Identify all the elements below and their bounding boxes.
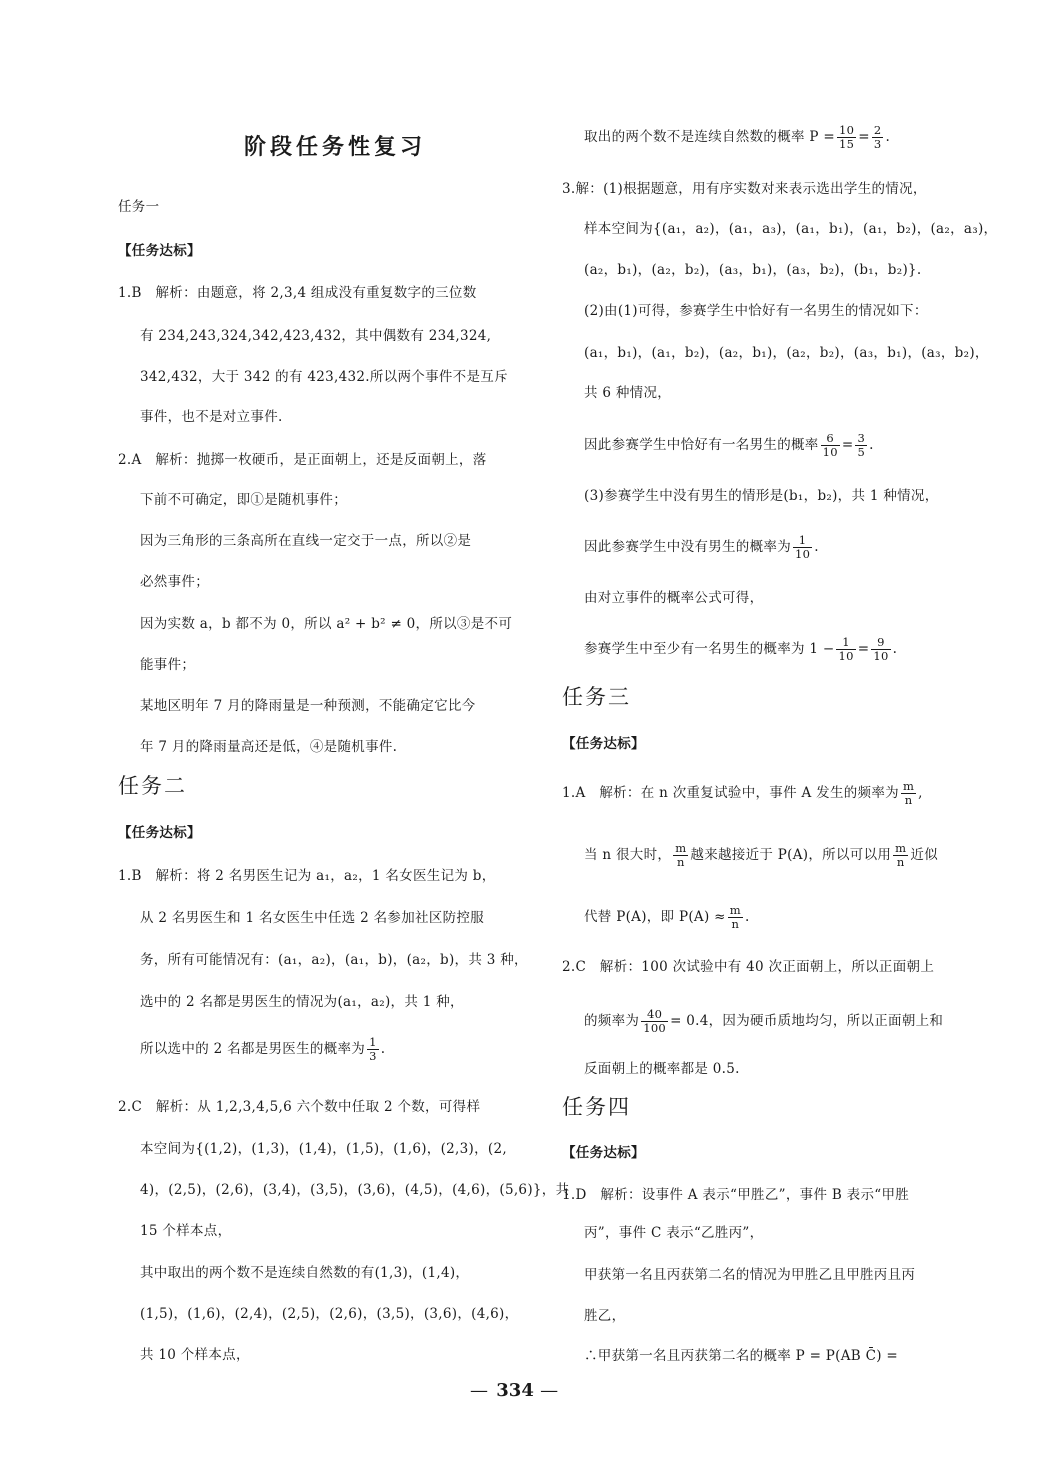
t4q1-line-2: 丙”，事件 C 表示“乙胜丙”，: [584, 1225, 764, 1241]
q1-line-1: 1.B 解析：由题意，将 2,3,4 组成没有重复数字的三位数: [118, 285, 477, 301]
t3q2-line-3: 反面朝上的概率都是 0.5.: [584, 1061, 740, 1077]
q3-p2-line: (3)参赛学生中没有男生的情形是(b₁，b₂)，共 1 种情况，: [584, 488, 939, 504]
q1-line-4: 事件，也不是对立事件.: [140, 409, 283, 425]
fraction-m-n: [728, 904, 743, 931]
t3q2-line-2: [562, 1008, 943, 1035]
fraction-1-10: [836, 636, 855, 663]
denominator: 10: [838, 649, 854, 663]
t3q1-line-3-text: 代替 P(A)，即 P(A) ≈: [584, 909, 726, 925]
q3-p5-text: 参赛学生中至少有一名男生的概率为 1 −: [584, 641, 835, 657]
task1-heading: 任务一: [118, 199, 160, 215]
numerator: 1: [369, 1035, 377, 1049]
numerator: 6: [821, 432, 840, 446]
footer-dash-right: —: [540, 1380, 561, 1401]
t3q1-line-1-text: 1.A 解析：在 n 次重复试验中，事件 A 发生的频率为: [562, 785, 899, 801]
q3-p1-text: 因此参赛学生中恰好有一名男生的概率: [584, 437, 819, 453]
right-column: [562, 0, 998, 1464]
task3-box-label: 【任务达标】: [562, 736, 645, 752]
q3-p1-line: 因此参赛学生中恰好有一名男生的概率 $\frac{6}{10}$ = $\frac{3}{5}$ .: [584, 431, 874, 459]
t2q2-line-4: 15 个样本点，: [140, 1223, 232, 1239]
numerator: m: [729, 903, 741, 917]
denominator: 5: [857, 445, 866, 459]
numerator: 1: [836, 636, 855, 650]
t2q2-line-2: 本空间为{(1,2)，(1,3)，(1,4)，(1,5)，(1,6)，(2,3)，(2,: [140, 1141, 507, 1157]
denominator: n: [904, 793, 913, 807]
t3q1-line-2-c: 近似: [910, 847, 938, 863]
r0-line: 取出的两个数不是连续自然数的概率 P = $\frac{10}{15}$ = $\frac{2}{3}$ .: [584, 123, 891, 151]
t3q1-line-2: [562, 842, 938, 869]
task2-heading: 任务二: [118, 774, 187, 798]
numerator: 3: [857, 431, 866, 445]
q2-line-6: 能事件；: [140, 657, 196, 673]
denominator: n: [731, 917, 740, 931]
numerator: 1: [793, 534, 812, 548]
q3-p3-line: 因此参赛学生中没有男生的概率为 $\frac{1}{10}$ .: [584, 533, 819, 561]
denominator: 10: [873, 649, 889, 663]
t2q1-line-3: 务，所有可能情况有：(a₁，a₂)，(a₁，b)，(a₂，b)，共 3 种，: [140, 952, 528, 968]
fraction-m-n: [673, 842, 688, 869]
fraction-m-n: [893, 842, 908, 869]
fraction-9-10: [871, 636, 890, 663]
denominator: 3: [369, 1049, 377, 1063]
fraction-40-100: [641, 1008, 668, 1035]
fraction-one-third: [367, 1036, 379, 1063]
denominator: 15: [838, 137, 855, 151]
t2q2-line-5: 其中取出的两个数不是连续自然数的有(1,3)，(1,4)，: [140, 1265, 470, 1281]
t3q1-line-3: 代替 P(A)，即 P(A) ≈ $\frac{m}{n}$ .: [584, 903, 750, 931]
t2q1-line-5: 所以选中的 2 名都是男医生的概率为 $\frac{1}{3}$ .: [140, 1035, 386, 1063]
q2-line-8: 年 7 月的降雨量高还是低，④是随机事件.: [140, 739, 398, 755]
numerator: 10: [838, 123, 855, 137]
numerator: 2: [873, 123, 882, 137]
t3q2-line-2-a: 的频率为: [584, 1013, 640, 1029]
denominator: 100: [643, 1021, 667, 1035]
t3q1-line-1: 1.A 解析：在 n 次重复试验中，事件 A 发生的频率为 $\frac{m}{n}$ ,: [562, 779, 923, 807]
t2q2-line-1: 2.C 解析：从 1,2,3,4,5,6 六个数中任取 2 个数，可得样: [118, 1099, 481, 1115]
q2-line-5: 因为实数 a，b 都不为 0，所以 a² + b² ≠ 0，所以③是不可: [140, 616, 513, 632]
t2q2-line-6: (1,5)，(1,6)，(2,4)，(2,5)，(2,6)，(3,5)，(3,6)，(4,6)，: [140, 1306, 519, 1322]
denominator: n: [676, 855, 685, 869]
fraction-3-5: [855, 432, 867, 459]
t4q1-line-3: 甲获第一名且丙获第二名的情况为甲胜乙且甲胜丙且丙: [584, 1267, 916, 1283]
t2q2-line-7: 共 10 个样本点，: [140, 1347, 250, 1363]
q2-line-2: 下前不可确定，即①是随机事件；: [140, 492, 347, 508]
t3q1-line-2-b: 越来越接近于 P(A)，所以可以用: [690, 847, 892, 863]
task4-heading: 任务四: [562, 1095, 631, 1119]
q3-p4-line: 由对立事件的概率公式可得，: [584, 590, 764, 606]
numerator: 9: [871, 636, 890, 650]
denominator: 10: [822, 445, 838, 459]
q3-p5-line: 参赛学生中至少有一名男生的概率为 1 − $\frac{1}{10}$ = $\frac{9}{10}$ .: [584, 635, 898, 663]
fraction-1-10: [793, 534, 812, 561]
page-number: 334: [496, 1380, 534, 1401]
fraction-m-n: [901, 780, 916, 807]
footer-dash-left: —: [470, 1380, 490, 1401]
page-title: 阶段任务性复习: [244, 134, 427, 160]
denominator: n: [896, 855, 905, 869]
numerator: m: [895, 841, 907, 855]
q3-line-6: 共 6 种情况，: [584, 385, 672, 401]
t2q1-line-4: 选中的 2 名都是男医生的情况为(a₁，a₂)，共 1 种，: [140, 994, 464, 1010]
q3-line-5: (a₁，b₁)，(a₁，b₂)，(a₂，b₁)，(a₂，b₂)，(a₃，b₁)，(a₃，b₂)，: [584, 345, 989, 361]
left-column: [118, 0, 570, 1464]
task2-box-label: 【任务达标】: [118, 825, 201, 841]
q3-line-3: (a₂，b₁)，(a₂，b₂)，(a₃，b₁)，(a₃，b₂)，(b₁，b₂)}.: [584, 262, 922, 278]
t4q1-line-4: 胜乙，: [584, 1308, 626, 1324]
page-footer: [470, 1380, 560, 1401]
t3q2-line-1: 2.C 解析：100 次试验中有 40 次正面朝上，所以正面朝上: [562, 959, 935, 975]
numerator: m: [902, 779, 915, 793]
task1-box-label: 【任务达标】: [118, 243, 201, 259]
t4q1-line-5: ∴甲获第一名且丙获第二名的概率 P = P(AB C̄) =: [584, 1348, 898, 1364]
t3q1-line-2-a: 当 n 很大时，: [584, 847, 672, 863]
t4q1-line-1: 1.D 解析：设事件 A 表示“甲胜乙”，事件 B 表示“甲胜: [562, 1187, 910, 1203]
q3-p3-text: 因此参赛学生中没有男生的概率为: [584, 539, 791, 555]
fraction-10-15: [837, 124, 856, 151]
t3q2-line-2-b: = 0.4，因为硬币质地均匀，所以正面朝上和: [670, 1013, 944, 1029]
q2-line-1: 2.A 解析：抛掷一枚硬币，是正面朝上，还是反面朝上，落: [118, 452, 487, 468]
q3-line-2: 样本空间为{(a₁，a₂)，(a₁，a₃)，(a₁，b₁)，(a₁，b₂)，(a₂，a₃)，: [584, 221, 998, 237]
q2-line-7: 某地区明年 7 月的降雨量是一种预测，不能确定它比今: [140, 698, 476, 714]
denominator: 10: [795, 547, 811, 561]
task4-box-label: 【任务达标】: [562, 1145, 645, 1161]
numerator: m: [675, 841, 687, 855]
fraction-6-10: [821, 432, 840, 459]
t2q1-line-2: 从 2 名男医生和 1 名女医生中任选 2 名参加社区防控服: [140, 910, 485, 926]
q3-line-1: 3.解：(1)根据题意，用有序实数对来表示选出学生的情况，: [562, 181, 927, 197]
fraction-2-3: [872, 124, 884, 151]
t2q1-line-5-text: 所以选中的 2 名都是男医生的概率为: [140, 1041, 366, 1057]
denominator: 3: [873, 137, 882, 151]
numerator: 40: [641, 1008, 668, 1022]
q1-line-2: 有 234,243,324,342,423,432，其中偶数有 234,324,: [140, 328, 492, 344]
t2q1-line-1: 1.B 解析：将 2 名男医生记为 a₁，a₂，1 名女医生记为 b，: [118, 868, 496, 884]
q1-line-3: 342,432，大于 342 的有 423,432.所以两个事件不是互斥: [140, 369, 508, 385]
q3-line-4: (2)由(1)可得，参赛学生中恰好有一名男生的情况如下：: [584, 303, 928, 319]
q2-line-3: 因为三角形的三条高所在直线一定交于一点，所以②是: [140, 533, 472, 549]
r0-text: 取出的两个数不是连续自然数的概率 P =: [584, 129, 835, 145]
t2q2-line-3: 4)，(2,5)，(2,6)，(3,4)，(3,5)，(3,6)，(4,5)，(4,6)，(5,6)}，共: [140, 1182, 570, 1198]
task3-heading: 任务三: [562, 685, 631, 709]
q2-line-4: 必然事件；: [140, 574, 209, 590]
